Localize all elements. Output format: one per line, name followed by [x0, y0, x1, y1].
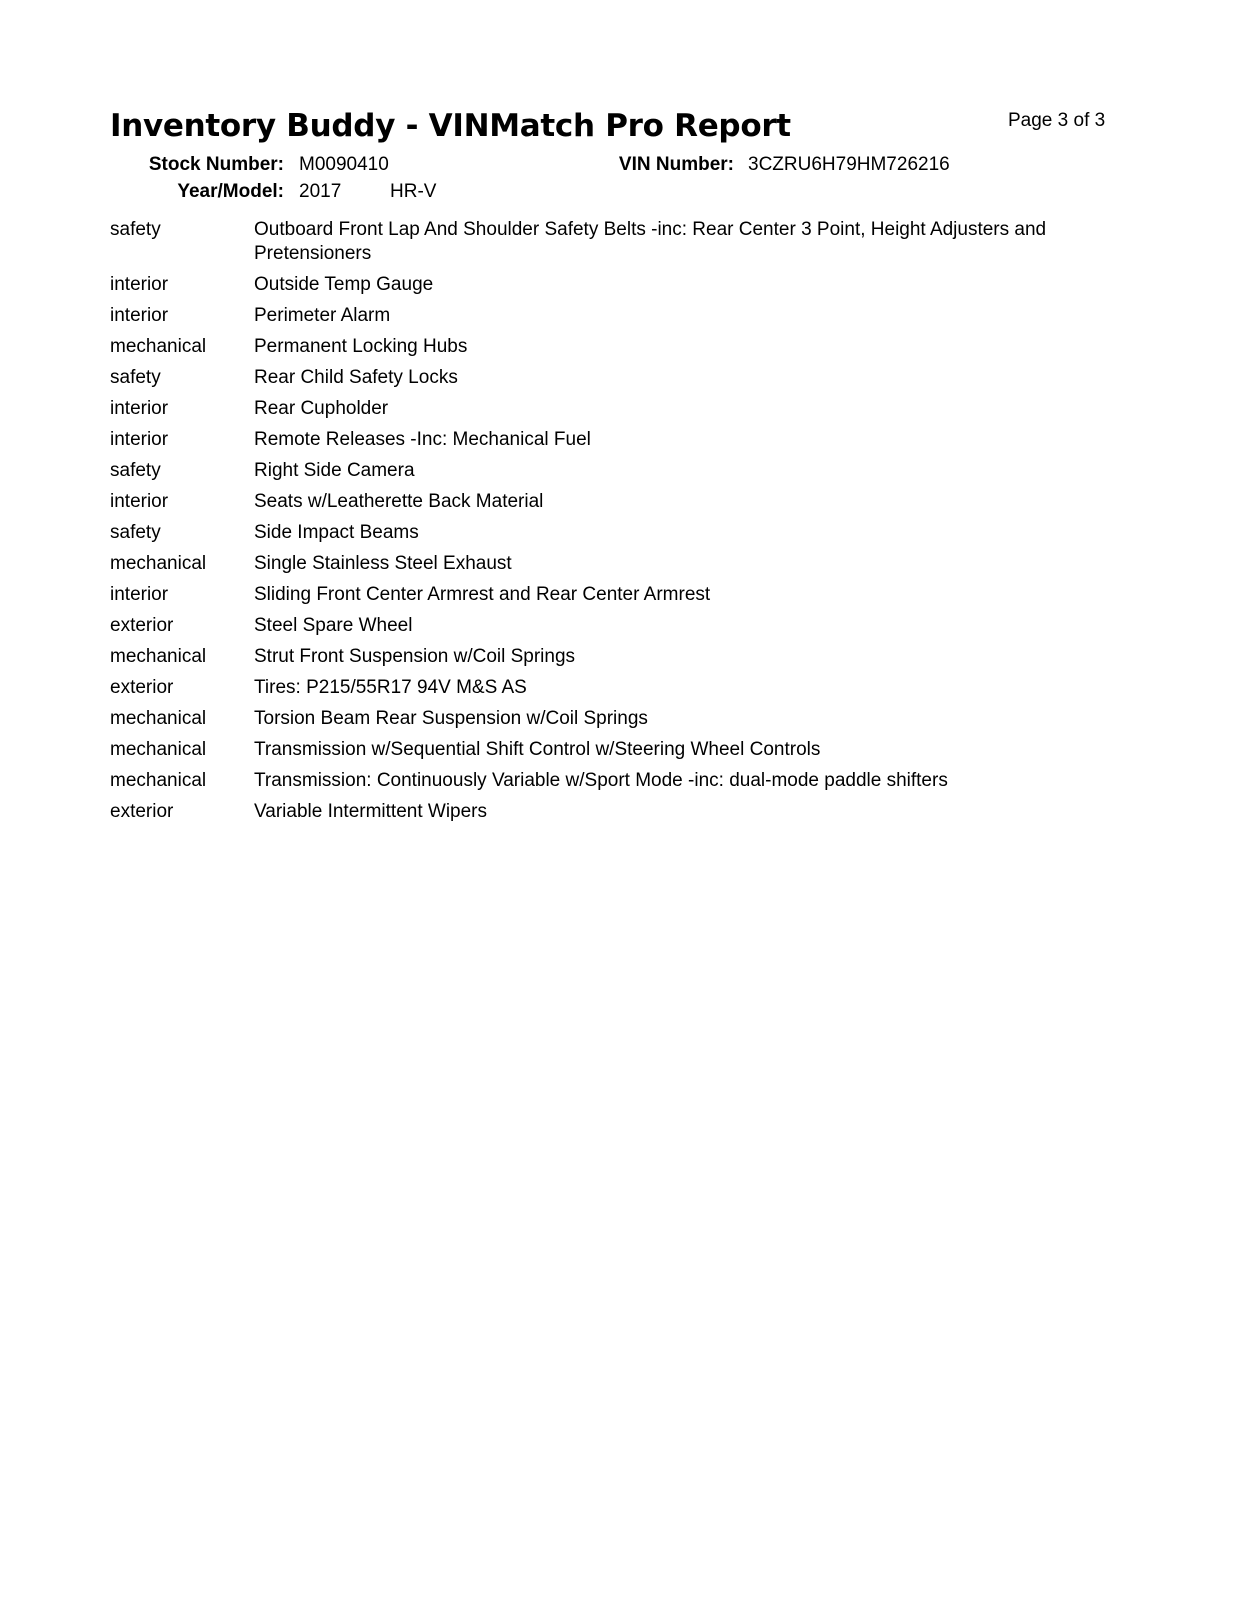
feature-row	[110, 428, 1110, 459]
feature-description: Outside Temp Gauge	[254, 274, 434, 295]
feature-row	[110, 552, 1110, 583]
feature-description: Right Side Camera	[254, 460, 415, 481]
feature-description: Remote Releases -Inc: Mechanical Fuel	[254, 429, 591, 450]
feature-description: Rear Child Safety Locks	[254, 367, 458, 388]
year-model-label: Year/Model:	[177, 181, 284, 202]
page-number: Page 3 of 3	[1008, 110, 1106, 131]
feature-row	[110, 583, 1110, 614]
feature-row	[110, 304, 1110, 335]
stock-number-label: Stock Number:	[148, 154, 284, 175]
feature-description: Single Stainless Steel Exhaust	[254, 553, 512, 574]
feature-category: mechanical	[110, 770, 207, 791]
feature-description: Steel Spare Wheel	[254, 615, 413, 636]
vin-number-value: 3CZRU6H79HM726216	[748, 154, 950, 175]
feature-row	[110, 676, 1110, 707]
feature-category: interior	[110, 398, 169, 419]
feature-category: interior	[110, 584, 169, 605]
feature-row	[110, 521, 1110, 552]
feature-category: mechanical	[110, 739, 207, 760]
feature-row	[110, 218, 1110, 273]
feature-category: safety	[110, 522, 161, 543]
feature-category: exterior	[110, 801, 174, 822]
feature-row	[110, 614, 1110, 645]
feature-row	[110, 490, 1110, 521]
feature-row	[110, 707, 1110, 738]
feature-description: Rear Cupholder	[254, 398, 389, 419]
feature-category: safety	[110, 460, 161, 481]
feature-category: exterior	[110, 615, 174, 636]
stock-number-value: M0090410	[299, 154, 389, 175]
feature-category: safety	[110, 219, 161, 240]
feature-category: safety	[110, 367, 161, 388]
feature-row	[110, 738, 1110, 769]
feature-category: interior	[110, 274, 169, 295]
feature-description: Sliding Front Center Armrest and Rear Center Armrest	[254, 584, 711, 605]
feature-row	[110, 273, 1110, 304]
feature-description: Transmission: Continuously Variable w/Sport Mode -inc: dual-mode paddle shifters	[254, 770, 948, 791]
feature-description: Seats w/Leatherette Back Material	[254, 491, 544, 512]
feature-row	[110, 800, 1110, 831]
feature-description: Tires: P215/55R17 94V M&S AS	[254, 677, 527, 698]
feature-description: Strut Front Suspension w/Coil Springs	[254, 646, 576, 667]
report-title: Inventory Buddy - VINMatch Pro Report	[110, 108, 791, 144]
feature-description: Torsion Beam Rear Suspension w/Coil Springs	[254, 708, 648, 729]
feature-description: Side Impact Beams	[254, 522, 419, 543]
feature-row	[110, 645, 1110, 676]
feature-category: interior	[110, 491, 169, 512]
feature-category: mechanical	[110, 646, 207, 667]
feature-category: mechanical	[110, 708, 207, 729]
feature-row	[110, 769, 1110, 800]
feature-category: interior	[110, 429, 169, 450]
feature-description: Outboard Front Lap And Shoulder Safety Belts -inc: Rear Center 3 Point, Height Adjusters and Pretensioners	[254, 219, 1047, 264]
feature-category: mechanical	[110, 553, 207, 574]
feature-row	[110, 397, 1110, 428]
feature-category: exterior	[110, 677, 174, 698]
feature-description: Transmission w/Sequential Shift Control w/Steering Wheel Controls	[254, 739, 821, 760]
feature-description: Permanent Locking Hubs	[254, 336, 468, 357]
feature-category: mechanical	[110, 336, 207, 357]
model-value: HR-V	[390, 181, 437, 202]
feature-description: Perimeter Alarm	[254, 305, 391, 326]
feature-row	[110, 366, 1110, 397]
feature-row	[110, 459, 1110, 490]
year-value: 2017	[299, 181, 342, 202]
feature-row	[110, 335, 1110, 366]
feature-description: Variable Intermittent Wipers	[254, 801, 488, 822]
feature-list	[110, 218, 1110, 831]
vin-number-label: VIN Number:	[618, 154, 734, 175]
feature-category: interior	[110, 305, 169, 326]
